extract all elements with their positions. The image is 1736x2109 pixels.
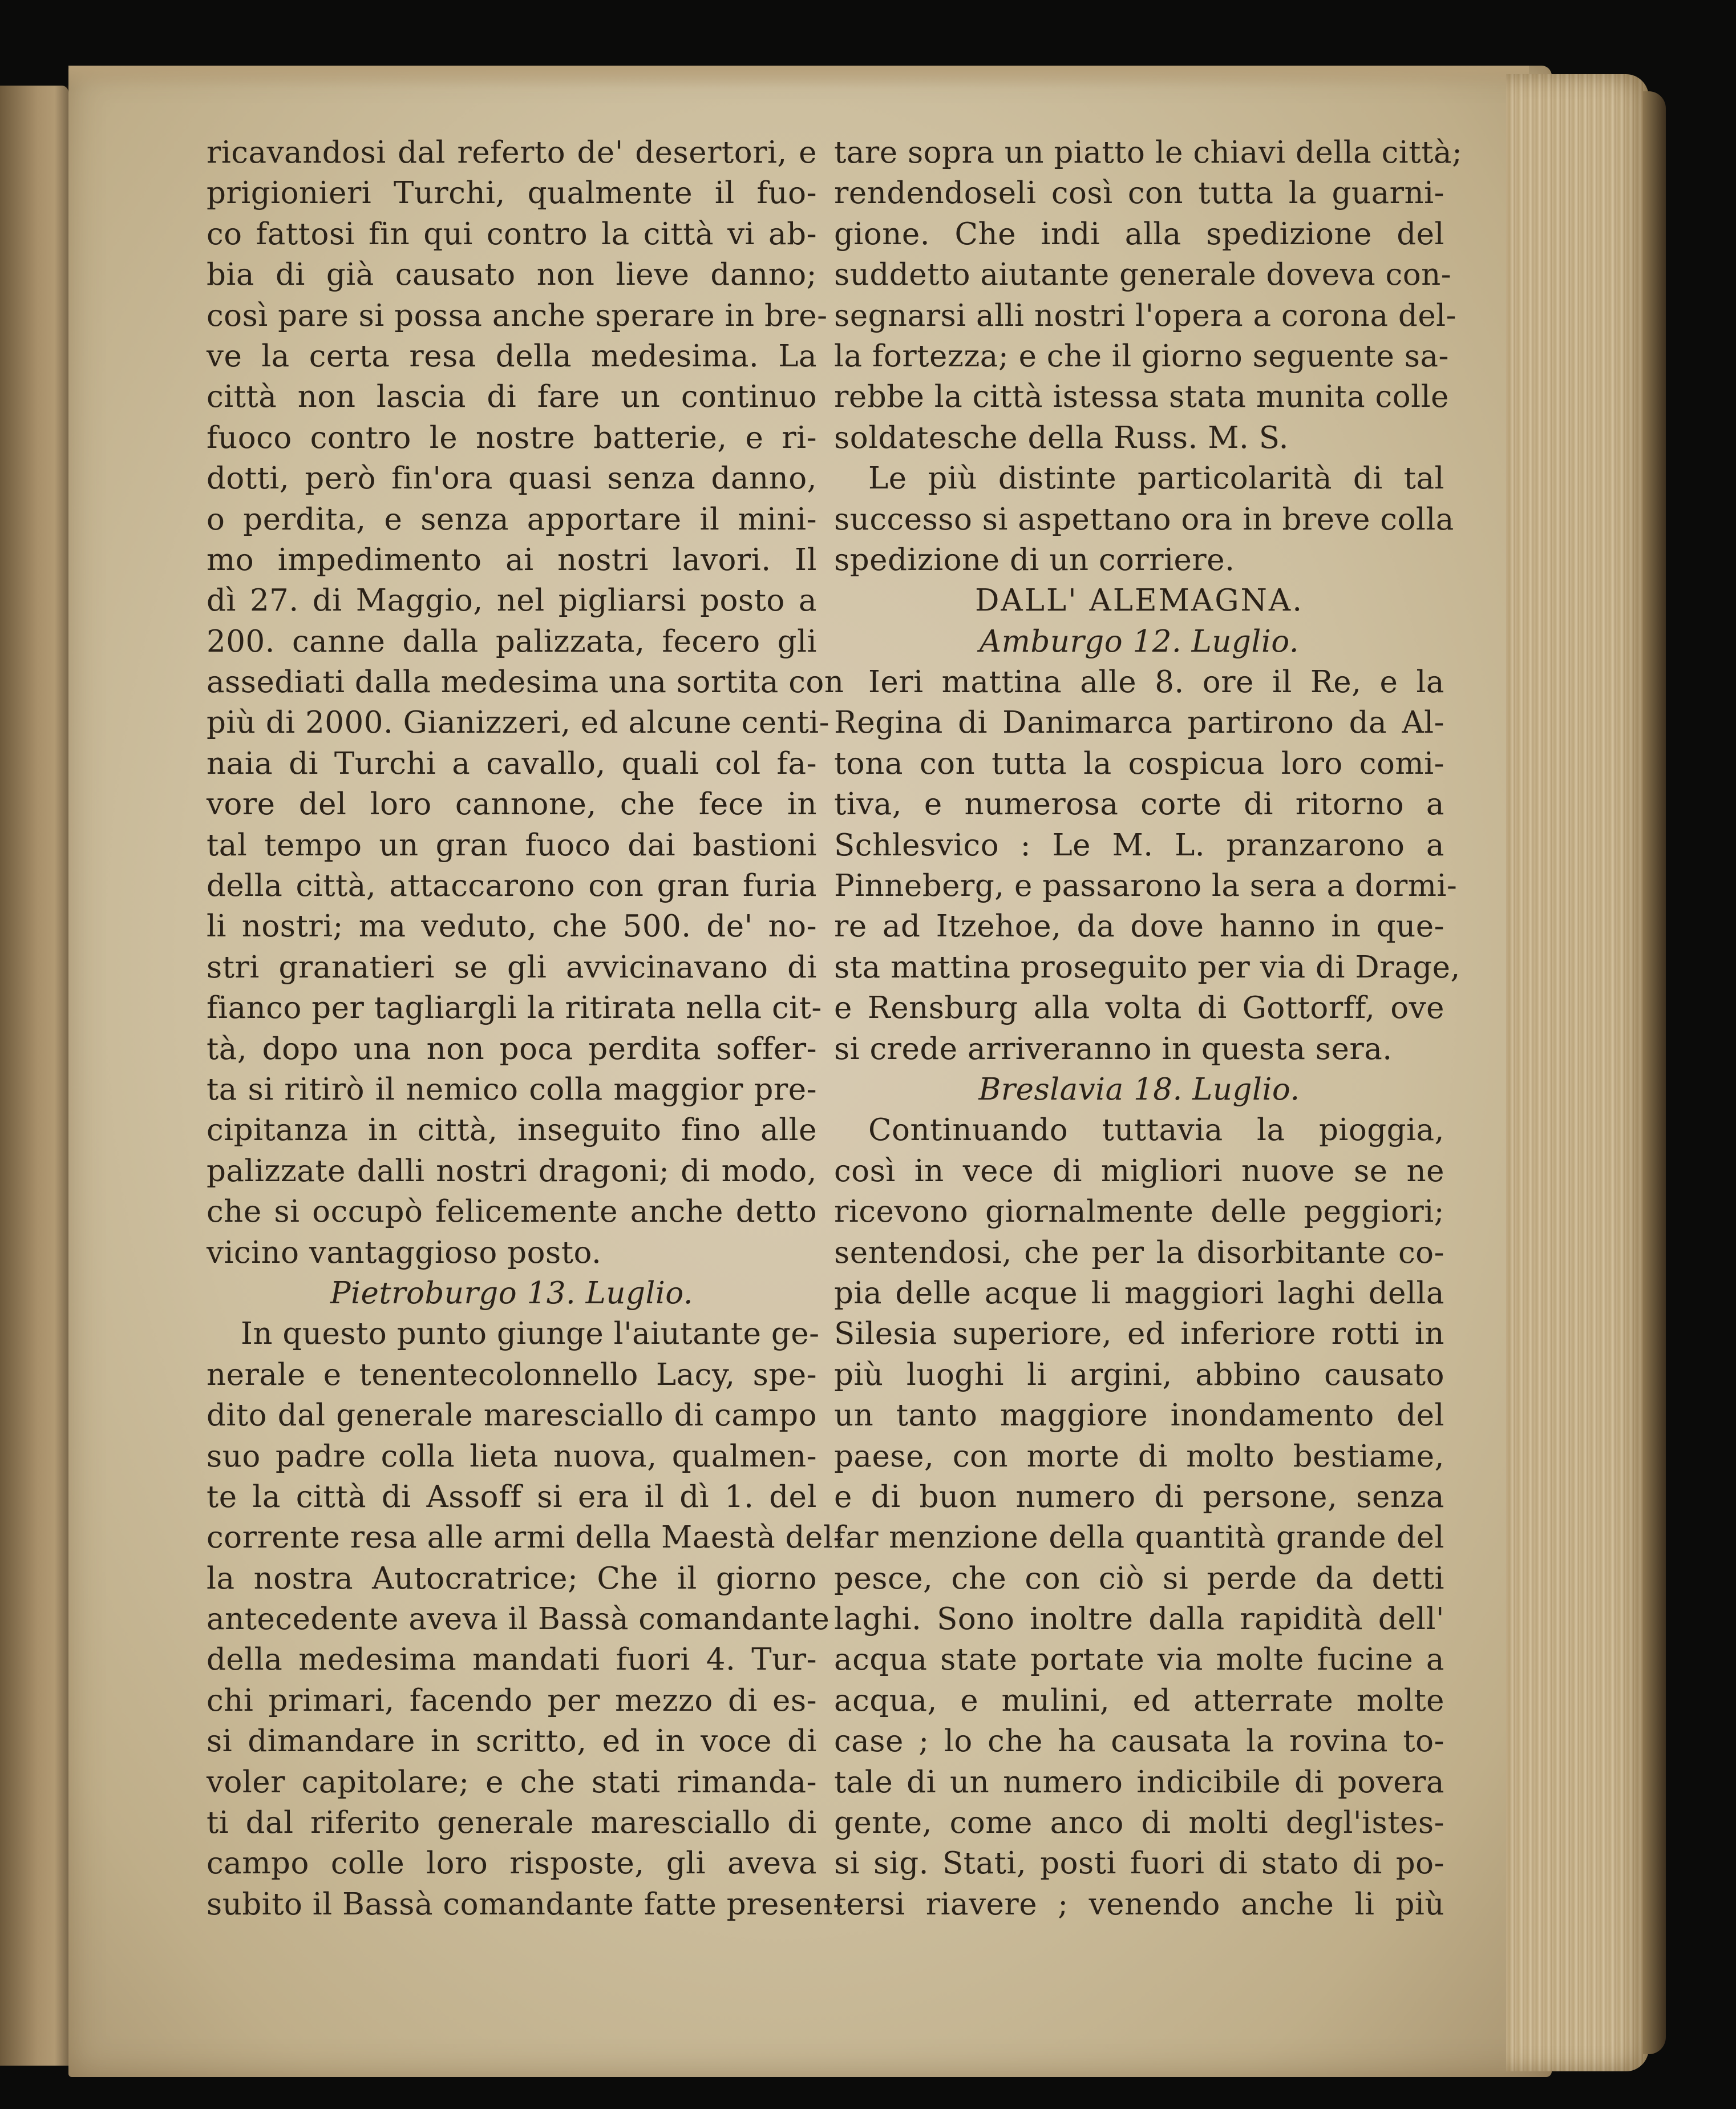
text-line: tal tempo un gran fuoco dai bastioni bbox=[207, 827, 817, 863]
text-line: più di 2000. Gianizzeri, ed alcune centi- bbox=[207, 705, 830, 741]
text-line: gione. Che indi alla spedizione del bbox=[834, 216, 1444, 252]
text-line: la fortezza; e che il giorno seguente sa- bbox=[834, 338, 1449, 374]
text-line: re ad Itzehoe, da dove hanno in que- bbox=[834, 909, 1444, 944]
text-line: In questo punto giunge l'aiutante ge- bbox=[241, 1316, 820, 1352]
text-line: ricavandosi dal referto de' desertori, e bbox=[207, 135, 817, 170]
text-line: Le più distinte particolarità di tal bbox=[868, 461, 1444, 496]
text-line: case ; lo che ha causata la rovina to- bbox=[834, 1724, 1444, 1759]
text-line: Ieri mattina alle 8. ore il Re, e la bbox=[868, 665, 1444, 700]
text-line: pia delle acque li maggiori laghi della bbox=[834, 1275, 1444, 1311]
text-line: dotti, però fin'ora quasi senza danno, bbox=[207, 461, 817, 496]
text-line: segnarsi alli nostri l'opera a corona del- bbox=[834, 298, 1457, 333]
text-line: spedizione di un corriere. bbox=[834, 542, 1235, 577]
text-line: fuoco contro le nostre batterie, e ri- bbox=[207, 420, 817, 455]
text-line: gente, come anco di molti degl'istes- bbox=[834, 1805, 1444, 1841]
text-line: far menzione della quantità grande del bbox=[834, 1520, 1444, 1556]
text-line: della città, attaccarono con gran furia bbox=[207, 868, 817, 904]
text-line: naia di Turchi a cavallo, quali col fa- bbox=[207, 746, 817, 781]
text-line: più luoghi li argini, abbino causato bbox=[834, 1357, 1444, 1392]
text-line: 200. canne dalla palizzata, fecero gli bbox=[207, 624, 817, 659]
text-line: tersi riavere ; venendo anche li più bbox=[834, 1886, 1444, 1922]
text-line: Silesia superiore, ed inferiore rotti in bbox=[834, 1316, 1444, 1352]
text-line: mo impedimento ai nostri lavori. Il bbox=[207, 542, 817, 577]
text-line: Regina di Danimarca partirono da Al- bbox=[834, 705, 1444, 741]
dateline-pietroburgo: Pietroburgo 13. Luglio. bbox=[330, 1275, 694, 1311]
text-line: Pinneberg, e passarono la sera a dormi- bbox=[834, 868, 1458, 904]
text-line: voler capitolare; e che stati rimanda- bbox=[207, 1764, 817, 1800]
text-line: così in vece di migliori nuove se ne bbox=[834, 1153, 1444, 1189]
text-line: suddetto aiutante generale doveva con- bbox=[834, 257, 1452, 293]
text-line: e di buon numero di persone, senza bbox=[834, 1479, 1444, 1514]
text-line: vore del loro cannone, che fece in bbox=[207, 787, 817, 822]
text-line: si dimandare in scritto, ed in voce di bbox=[207, 1724, 817, 1759]
text-line: ta si ritirò il nemico colla maggior pre- bbox=[207, 1072, 817, 1107]
text-line: sentendosi, che per la disorbitante co- bbox=[834, 1235, 1444, 1270]
text-line: sta mattina proseguito per via di Drage, bbox=[834, 950, 1460, 985]
text-line: pesce, che con ciò si perde da detti bbox=[834, 1561, 1444, 1596]
text-line: acqua, e mulini, ed atterrate molte bbox=[834, 1683, 1444, 1718]
text-line: tona con tutta la cospicua loro comi- bbox=[834, 746, 1444, 781]
text-line: paese, con morte di molto bestiame, bbox=[834, 1439, 1444, 1474]
dateline-amburgo: Amburgo 12. Luglio. bbox=[979, 624, 1300, 659]
text-line: cipitanza in città, inseguito fino alle bbox=[207, 1113, 817, 1148]
text-line: prigionieri Turchi, qualmente il fuo- bbox=[207, 176, 817, 211]
text-line: ve la certa resa della medesima. La bbox=[207, 338, 817, 374]
text-line: tà, dopo una non poca perdita soffer- bbox=[207, 1031, 817, 1066]
text-line: si sig. Stati, posti fuori di stato di po- bbox=[834, 1846, 1444, 1881]
text-line: co fattosi fin qui contro la città vi ab- bbox=[207, 216, 817, 252]
text-line: la nostra Autocratrice; Che il giorno bbox=[207, 1561, 817, 1596]
text-line: subito il Bassà comandante fatte presen- bbox=[207, 1886, 844, 1922]
left-column bbox=[207, 132, 844, 1925]
text-line: rendendoseli così con tutta la guarni- bbox=[834, 176, 1444, 211]
text-line: campo colle loro risposte, gli aveva bbox=[207, 1846, 817, 1881]
text-line: o perdita, e senza apportare il mini- bbox=[207, 502, 817, 537]
text-line: rebbe la città istessa stata munita colle bbox=[834, 379, 1449, 415]
text-line: ricevono giornalmente delle peggiori; bbox=[834, 1194, 1444, 1230]
text-line: li nostri; ma veduto, che 500. de' no- bbox=[207, 909, 817, 944]
text-line: antecedente aveva il Bassà comandante bbox=[207, 1602, 830, 1637]
text-line: laghi. Sono inoltre dalla rapidità dell' bbox=[834, 1602, 1444, 1637]
text-line: Continuando tuttavia la pioggia, bbox=[868, 1113, 1444, 1148]
text-line: tare sopra un piatto le chiavi della città; bbox=[834, 135, 1463, 170]
text-line: te la città di Assoff si era il dì 1. del bbox=[207, 1479, 817, 1514]
page-top-edge bbox=[68, 66, 1529, 88]
text-line: Schlesvico : Le M. L. pranzarono a bbox=[834, 827, 1444, 863]
text-line: tiva, e numerosa corte di ritorno a bbox=[834, 787, 1444, 822]
text-line: della medesima mandati fuori 4. Tur- bbox=[207, 1642, 817, 1678]
text-line: suo padre colla lieta nuova, qualmen- bbox=[207, 1439, 817, 1474]
text-line: si crede arriveranno in questa sera. bbox=[834, 1031, 1393, 1066]
page-block-edge bbox=[1506, 74, 1649, 2071]
section-heading: DALL' ALEMAGNA. bbox=[974, 583, 1304, 619]
text-line: e Rensburg alla volta di Gottorff, ove bbox=[834, 991, 1444, 1026]
text-line: dito dal generale maresciallo di campo bbox=[207, 1398, 817, 1433]
text-line: ti dal riferito generale maresciallo di bbox=[207, 1805, 817, 1841]
text-line: tale di un numero indicibile di povera bbox=[834, 1764, 1444, 1800]
text-line: soldatesche della Russ. M. S. bbox=[834, 420, 1289, 455]
text-line: fianco per tagliargli la ritirata nella cit- bbox=[207, 991, 822, 1026]
text-line: un tanto maggiore inondamento del bbox=[834, 1398, 1444, 1433]
dateline-breslavia: Breslavia 18. Luglio. bbox=[978, 1072, 1300, 1107]
right-column bbox=[834, 132, 1463, 1925]
page-block-shadow bbox=[1643, 91, 1666, 2054]
text-line: corrente resa alle armi della Maestà del- bbox=[207, 1520, 844, 1556]
text-line: città non lascia di fare un continuo bbox=[207, 379, 817, 415]
text-line: successo si aspettano ora in breve colla bbox=[834, 502, 1454, 537]
text-line: chi primari, facendo per mezzo di es- bbox=[207, 1683, 817, 1718]
text-line: assediati dalla medesima una sortita con bbox=[207, 665, 844, 700]
text-line: vicino vantaggioso posto. bbox=[207, 1235, 602, 1270]
text-line: palizzate dalli nostri dragoni; di modo, bbox=[207, 1153, 817, 1189]
text-line: dì 27. di Maggio, nel pigliarsi posto a bbox=[207, 583, 817, 619]
text-line: che si occupò felicemente anche detto bbox=[207, 1194, 817, 1230]
text-line: acqua state portate via molte fucine a bbox=[834, 1642, 1444, 1678]
text-line: nerale e tenentecolonnello Lacy, spe- bbox=[207, 1357, 817, 1392]
text-line: stri granatieri se gli avvicinavano di bbox=[207, 950, 817, 985]
text-line: bia di già causato non lieve danno; bbox=[207, 257, 817, 293]
text-line: così pare si possa anche sperare in bre- bbox=[207, 298, 828, 333]
